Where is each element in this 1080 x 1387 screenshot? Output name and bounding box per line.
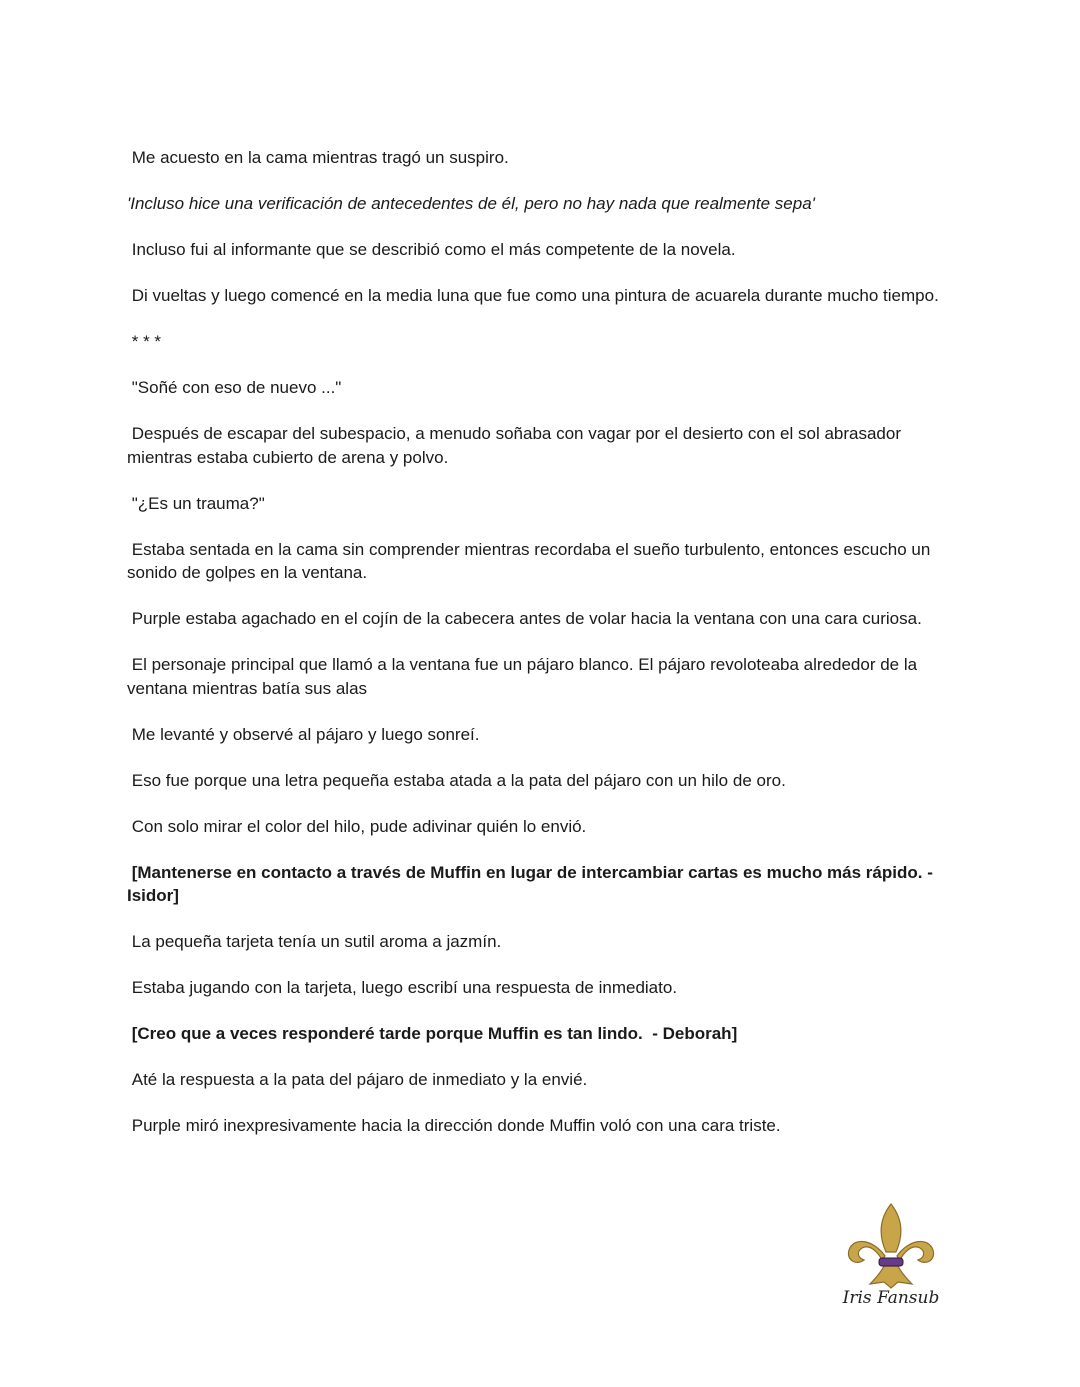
paragraph: Después de escapar del subespacio, a menudo soñaba con vagar por el desierto con el sol abrasador mientras estaba cubierto de arena y polvo.: [127, 424, 906, 467]
paragraph: Purple estaba agachado en el cojín de la cabecera antes de volar hacia la ventana con una cara curiosa.: [127, 609, 922, 628]
paragraph: Incluso fui al informante que se describió como el más competente de la novela.: [127, 240, 736, 259]
paragraph: Eso fue porque una letra pequeña estaba atada a la pata del pájaro con un hilo de oro.: [127, 770, 786, 790]
paragraph: Estaba jugando con la tarjeta, luego escribí una respuesta de inmediato.: [127, 978, 678, 997]
paragraph: 'Incluso hice una verificación de antecedentes de él, pero no hay nada que realmente sepa': [127, 194, 815, 213]
paragraph: Me acuesto en la cama mientras tragó un suspiro.: [127, 148, 509, 167]
document-body: [127, 146, 967, 1160]
paragraph: "Soñé con eso de nuevo ...": [127, 378, 342, 397]
paragraph: Purple miró inexpresivamente hacia la dirección donde Muffin voló con una cara triste.: [127, 1116, 781, 1135]
fleur-de-lis-icon: [844, 1200, 938, 1290]
paragraph: "¿Es un trauma?": [127, 493, 265, 513]
scene-break: * * *: [127, 332, 162, 351]
paragraph: Me levanté y observé al pájaro y luego sonreí.: [127, 724, 480, 744]
paragraph: [Mantenerse en contacto a través de Muffin en lugar de intercambiar cartas es mucho más rápido. - Isidor]: [127, 862, 938, 905]
paragraph: Con solo mirar el color del hilo, pude adivinar quién lo envió.: [127, 816, 587, 836]
paragraph: Até la respuesta a la pata del pájaro de inmediato y la envié.: [127, 1070, 588, 1089]
iris-fansub-logo: [836, 1200, 946, 1320]
paragraph: La pequeña tarjeta tenía un sutil aroma a jazmín.: [127, 932, 502, 951]
paragraph: [Creo que a veces responderé tarde porque Muffin es tan lindo. - Deborah]: [127, 1024, 738, 1043]
paragraph: Di vueltas y luego comencé en la media luna que fue como una pintura de acuarela durante mucho tiempo.: [127, 286, 939, 305]
paragraph: El personaje principal que llamó a la ventana fue un pájaro blanco. El pájaro revoloteaba alrededor de la ventana mientras batía sus alas: [127, 655, 922, 698]
paragraph: Estaba sentada en la cama sin comprender mientras recordaba el sueño turbulento, entonces escucho un sonido de golpes en la ventana.: [127, 539, 936, 582]
logo-text: Iris Fansub: [842, 1288, 940, 1308]
